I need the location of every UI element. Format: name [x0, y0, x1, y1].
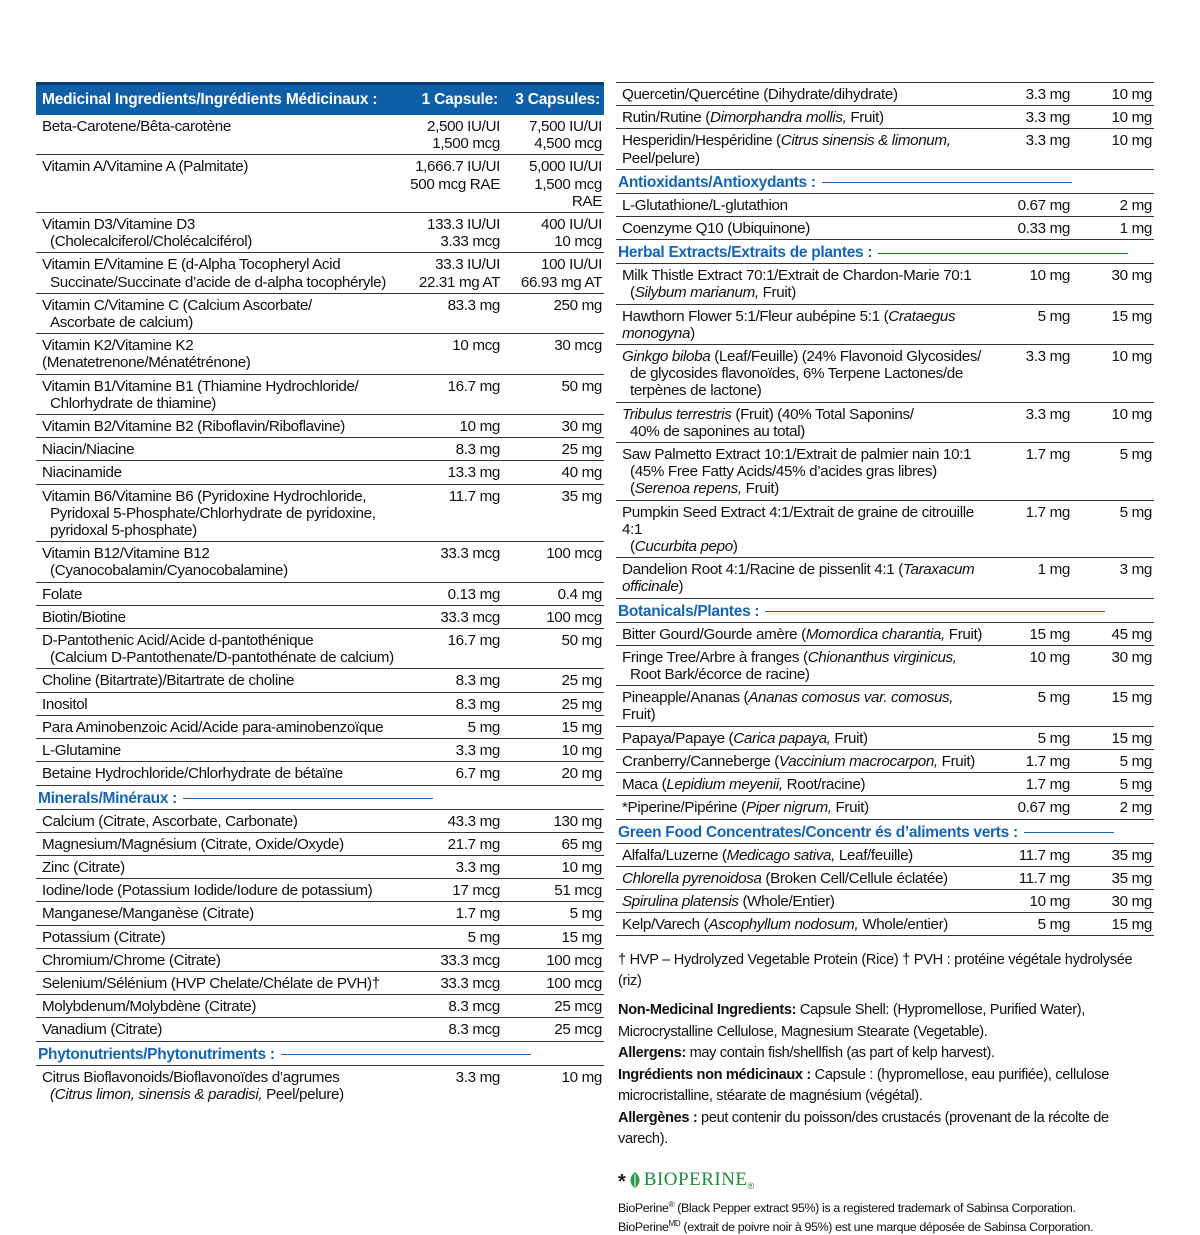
amount-three-capsules: 10 mg — [1111, 348, 1152, 366]
ingredient-name: Spirulina platensis (Whole/Entier) — [622, 892, 835, 910]
amount-one-capsule: 1,666.7 IU/UI 500 mcg RAE — [410, 158, 500, 193]
ingredient-name: Kelp/Varech (Ascophyllum nodosum, Whole/entier) — [622, 916, 948, 934]
table-row — [616, 106, 1154, 129]
amount-one-capsule: 17 mcg — [452, 882, 500, 900]
table-row — [616, 129, 1154, 169]
amount-one-capsule: 10 mcg — [452, 337, 500, 355]
amount-one-capsule: 5 mg — [1037, 689, 1070, 707]
amount-three-capsules: 25 mg — [561, 695, 602, 713]
table-row — [616, 264, 1154, 304]
table-row — [36, 334, 604, 374]
amount-three-capsules: 45 mg — [1111, 625, 1152, 643]
table-row — [36, 762, 604, 785]
amount-one-capsule: 1.7 mg — [455, 905, 500, 923]
right-ingredient-table — [616, 82, 1154, 1235]
ingredient-name: Magnesium/Magnésium (Citrate, Oxide/Oxyde) — [42, 835, 344, 853]
amount-one-capsule: 11.7 mg — [1018, 846, 1070, 864]
amount-three-capsules: 100 mcg — [546, 974, 602, 992]
amount-three-capsules: 5,000 IU/UI 1,500 mcg RAE — [529, 158, 602, 210]
amount-three-capsules: 15 mg — [1111, 689, 1152, 707]
table-row — [36, 115, 604, 155]
header-three-capsules: 3 Capsules: — [515, 91, 600, 108]
amount-one-capsule: 3.3 mg — [1025, 405, 1070, 423]
ingredient-name: *Piperine/Pipérine (Piper nigrum, Fruit) — [622, 799, 869, 817]
non-medicinal-block: Non-Medicinal Ingredients: Capsule Shell: (Hypromellose, Purified Water), Microcrystalline Cellulose, Magnesium Stearate (Vegetable). Allergens: may contain fish/shellfish (as part of kelp harvest). Ingrédients non médicinaux : Capsule : (hypromellose, eau purifiée), cellulose microcristalline, stéarate de magnésium (végétal). Allergènes : peut contenir du poisson/des crustacés (provenant de la récolte de varech). — [618, 1002, 1109, 1148]
amount-three-capsules: 30 mg — [1111, 648, 1152, 666]
ingredient-name: Biotin/Biotine — [42, 608, 126, 626]
table-row — [616, 501, 1154, 559]
amount-one-capsule: 2,500 IU/UI 1,500 mcg — [427, 118, 500, 153]
table-row — [36, 155, 604, 213]
table-row — [36, 583, 604, 606]
table-row — [616, 796, 1154, 819]
table-row — [36, 856, 604, 879]
amount-one-capsule: 133.3 IU/UI 3.33 mcg — [427, 216, 500, 251]
amount-three-capsules: 35 mg — [561, 487, 602, 505]
table-row — [616, 844, 1154, 867]
header-title: Medicinal Ingredients/Ingrédients Médicinaux : — [42, 91, 378, 108]
amount-three-capsules: 10 mg — [1111, 109, 1152, 127]
ingredient-name: Quercetin/Quercétine (Dihydrate/dihydrate) — [622, 86, 898, 103]
amount-one-capsule: 15 mg — [1029, 625, 1070, 643]
amount-three-capsules: 10 mg — [561, 858, 602, 876]
amount-three-capsules: 51 mcg — [554, 882, 602, 900]
amount-three-capsules: 130 mg — [553, 812, 602, 830]
table-row — [616, 913, 1154, 936]
amount-three-capsules: 400 IU/UI 10 mcg — [540, 216, 602, 251]
amount-one-capsule: 1.7 mg — [1025, 503, 1070, 521]
amount-one-capsule: 11.7 mg — [1018, 869, 1070, 887]
table-row — [36, 810, 604, 833]
amount-one-capsule: 1.7 mg — [1025, 446, 1070, 464]
hvp-footnote: † HVP – Hydrolyzed Vegetable Protein (Rice) † PVH : protéine végétale hydrolysée (riz) — [618, 952, 1133, 990]
amount-one-capsule: 8.3 mcg — [448, 1021, 500, 1039]
table-row — [36, 253, 604, 293]
ingredient-name: Rutin/Rutine (Dimorphandra mollis, Fruit) — [622, 109, 884, 127]
amount-one-capsule: 5 mg — [467, 928, 500, 946]
amount-three-capsules: 2 mg — [1119, 196, 1152, 214]
amount-three-capsules: 10 mg — [561, 742, 602, 760]
amount-one-capsule: 1.7 mg — [1025, 752, 1070, 770]
section-minerals: Minerals/Minéraux : — [36, 786, 604, 810]
amount-one-capsule: 0.67 mg — [1017, 799, 1070, 817]
ingredient-name: Hawthorn Flower 5:1/Fleur aubépine 5:1 (Crataegus monogyna) — [622, 307, 956, 342]
amount-one-capsule: 3.3 mg — [1025, 132, 1070, 150]
amount-one-capsule: 83.3 mg — [447, 296, 500, 314]
amount-one-capsule: 0.33 mg — [1017, 220, 1070, 238]
ingredient-name: Vitamin D3/Vitamine D3 (Cholecalciferol/Cholécalciférol) — [42, 216, 253, 251]
amount-three-capsules: 25 mcg — [554, 998, 602, 1016]
ingredient-name: Inositol — [42, 695, 88, 713]
ingredient-name: Papaya/Papaye (Carica papaya, Fruit) — [622, 729, 868, 747]
ingredient-name: Pineapple/Ananas (Ananas comosus var. comosus, Fruit) — [622, 689, 954, 724]
section-botanicals: Botanicals/Plantes : — [616, 599, 1154, 623]
table-row — [36, 972, 604, 995]
section-green-food: Green Food Concentrates/Concentr és d’aliments verts : — [616, 820, 1154, 844]
table-row — [616, 623, 1154, 646]
table-row — [616, 83, 1154, 106]
table-row — [36, 739, 604, 762]
amount-three-capsules: 10 mg — [1111, 132, 1152, 150]
table-row — [36, 1066, 604, 1105]
amount-three-capsules: 25 mg — [561, 441, 602, 459]
vitamin-rows — [36, 115, 604, 786]
table-row — [36, 438, 604, 461]
ingredient-name: Beta-Carotene/Bêta-carotène — [42, 118, 231, 135]
amount-three-capsules: 30 mg — [1111, 892, 1152, 910]
table-row — [616, 345, 1154, 403]
amount-one-capsule: 3.3 mg — [455, 742, 500, 760]
ingredient-name: Hesperidin/Hespéridine (Citrus sinensis & limonum, Peel/pelure) — [622, 132, 951, 167]
amount-one-capsule: 8.3 mcg — [448, 998, 500, 1016]
amount-one-capsule: 10 mg — [459, 418, 500, 436]
ingredient-name: Betaine Hydrochloride/Chlorhydrate de bétaïne — [42, 765, 343, 783]
amount-three-capsules: 10 mg — [561, 1068, 602, 1086]
table-row — [616, 686, 1154, 726]
amount-three-capsules: 250 mg — [553, 296, 602, 314]
ingredient-name: Ginkgo biloba (Leaf/Feuille) (24% Flavonoid Glycosides/ de glycosides flavonoïdes, 6% Terpene Lactones/de terpènes de lactone) — [622, 348, 981, 400]
amount-three-capsules: 65 mg — [561, 835, 602, 853]
table-row — [36, 669, 604, 692]
ingredient-name: Vitamin B12/Vitamine B12 (Cyanocobalamin/Cyanocobalamine) — [42, 545, 288, 580]
amount-three-capsules: 2 mg — [1119, 799, 1152, 817]
table-row — [616, 750, 1154, 773]
table-row — [36, 461, 604, 484]
amount-three-capsules: 100 mcg — [546, 951, 602, 969]
amount-one-capsule: 33.3 mcg — [440, 974, 500, 992]
table-row — [616, 867, 1154, 890]
amount-three-capsules: 35 mg — [1111, 869, 1152, 887]
amount-three-capsules: 5 mg — [569, 905, 602, 923]
ingredient-name: Vitamin B1/Vitamine B1 (Thiamine Hydrochloride/ Chlorhydrate de thiamine) — [42, 377, 359, 412]
amount-three-capsules: 30 mg — [1111, 267, 1152, 285]
amount-one-capsule: 8.3 mg — [455, 441, 500, 459]
amount-three-capsules: 1 mg — [1119, 220, 1152, 238]
amount-one-capsule: 13.3 mg — [447, 464, 500, 482]
ingredient-name: Calcium (Citrate, Ascorbate, Carbonate) — [42, 812, 298, 830]
table-row — [36, 693, 604, 716]
ingredient-name: Chlorella pyrenoidosa (Broken Cell/Cellule éclatée) — [622, 869, 948, 887]
amount-three-capsules: 100 mcg — [546, 608, 602, 626]
ingredient-name: Molybdenum/Molybdène (Citrate) — [42, 998, 257, 1016]
amount-three-capsules: 25 mg — [561, 672, 602, 690]
table-row — [616, 305, 1154, 345]
amount-three-capsules: 3 mg — [1119, 561, 1152, 579]
ingredient-name: D-Pantothenic Acid/Acide d-pantothénique (Calcium D-Pantothenate/D-pantothénate de calcium) — [42, 632, 394, 667]
amount-one-capsule: 1 mg — [1037, 561, 1070, 579]
amount-one-capsule: 21.7 mg — [447, 835, 500, 853]
ingredient-name: Folate — [42, 585, 83, 603]
amount-three-capsules: 100 mcg — [546, 545, 602, 563]
amount-three-capsules: 50 mg — [561, 632, 602, 650]
bioperine-logo: * BIOPERINE ® — [618, 1168, 755, 1193]
table-row — [36, 629, 604, 669]
ingredient-name: Maca (Lepidium meyenii, Root/racine) — [622, 776, 866, 794]
antioxidant-rows — [616, 194, 1154, 240]
ingredient-name: Cranberry/Canneberge (Vaccinium macrocarpon, Fruit) — [622, 752, 975, 770]
amount-three-capsules: 15 mg — [561, 718, 602, 736]
amount-one-capsule: 33.3 mcg — [440, 545, 500, 563]
table-row — [36, 542, 604, 582]
ingredient-name: Fringe Tree/Arbre à franges (Chionanthus virginicus, Root Bark/écorce de racine) — [622, 648, 957, 684]
ingredient-name: Niacinamide — [42, 464, 122, 482]
amount-one-capsule: 1.7 mg — [1025, 776, 1070, 794]
amount-one-capsule: 33.3 mcg — [440, 951, 500, 969]
ingredient-name: L-Glutamine — [42, 742, 121, 760]
table-row — [36, 375, 604, 415]
table-row — [36, 213, 604, 253]
left-ingredient-table — [36, 82, 604, 1105]
ingredient-name: Tribulus terrestris (Fruit) (40% Total Saponins/ 40% de saponines au total) — [622, 405, 914, 440]
amount-one-capsule: 10 mg — [1029, 648, 1070, 666]
amount-one-capsule: 0.13 mg — [447, 585, 500, 603]
amount-three-capsules: 0.4 mg — [557, 585, 602, 603]
amount-one-capsule: 5 mg — [1037, 307, 1070, 325]
ingredient-name: Citrus Bioflavonoids/Bioflavonoïdes d’agrumes (Citrus limon, sinensis & paradisi, Peel/pelure) — [42, 1068, 344, 1103]
table-row — [36, 1018, 604, 1041]
amount-one-capsule: 8.3 mg — [455, 695, 500, 713]
amount-three-capsules: 25 mcg — [554, 1021, 602, 1039]
ingredient-name: Choline (Bitartrate)/Bitartrate de choline — [42, 672, 295, 690]
table-row — [36, 949, 604, 972]
amount-one-capsule: 6.7 mg — [455, 765, 500, 783]
table-row — [36, 716, 604, 739]
amount-three-capsules: 15 mg — [561, 928, 602, 946]
table-row — [616, 217, 1154, 240]
table-row — [616, 194, 1154, 217]
amount-three-capsules: 100 IU/UI 66.93 mg AT — [520, 256, 602, 291]
ingredient-name: Vitamin C/Vitamine C (Calcium Ascorbate/ Ascorbate de calcium) — [42, 296, 312, 332]
amount-three-capsules: 35 mg — [1111, 846, 1152, 864]
amount-one-capsule: 11.7 mg — [448, 487, 500, 505]
table-row — [616, 890, 1154, 913]
ingredient-name: Vanadium (Citrate) — [42, 1021, 163, 1039]
amount-one-capsule: 3.3 mg — [455, 1068, 500, 1086]
ingredient-name: Niacin/Niacine — [42, 441, 135, 459]
table-row — [36, 294, 604, 334]
amount-three-capsules: 15 mg — [1111, 916, 1152, 934]
amount-one-capsule: 5 mg — [1037, 916, 1070, 934]
table-row — [36, 902, 604, 925]
amount-three-capsules: 15 mg — [1111, 729, 1152, 747]
ingredient-name: Dandelion Root 4:1/Racine de pissenlit 4:1 (Taraxacum officinale) — [622, 561, 975, 596]
amount-one-capsule: 16.7 mg — [447, 632, 500, 650]
amount-one-capsule: 16.7 mg — [447, 377, 500, 395]
amount-three-capsules: 5 mg — [1119, 752, 1152, 770]
mineral-rows — [36, 810, 604, 1042]
amount-one-capsule: 43.3 mg — [447, 812, 500, 830]
amount-three-capsules: 10 mg — [1111, 86, 1152, 103]
ingredient-name: Alfalfa/Luzerne (Medicago sativa, Leaf/feuille) — [622, 846, 913, 864]
amount-three-capsules: 5 mg — [1119, 503, 1152, 521]
table-row — [616, 646, 1154, 686]
amount-one-capsule: 10 mg — [1029, 892, 1070, 910]
amount-one-capsule: 0.67 mg — [1017, 196, 1070, 214]
amount-three-capsules: 15 mg — [1111, 307, 1152, 325]
ingredient-name: Milk Thistle Extract 70:1/Extrait de Chardon-Marie 70:1 (Silybum marianum, Fruit) — [622, 267, 972, 302]
table-row — [36, 833, 604, 856]
amount-three-capsules: 10 mg — [1111, 405, 1152, 423]
amount-one-capsule: 3.3 mg — [1025, 348, 1070, 366]
ingredient-name: Vitamin A/Vitamine A (Palmitate) — [42, 158, 249, 176]
amount-one-capsule: 3.3 mg — [455, 858, 500, 876]
amount-three-capsules: 5 mg — [1119, 776, 1152, 794]
ingredient-name: Selenium/Sélénium (HVP Chelate/Chélate de PVH)† — [42, 974, 380, 992]
amount-three-capsules: 30 mg — [561, 418, 602, 436]
table-row — [616, 558, 1154, 598]
amount-three-capsules: 50 mg — [561, 377, 602, 395]
table-header — [36, 82, 604, 115]
section-herbal-extracts: Herbal Extracts/Extraits de plantes : — [616, 240, 1154, 264]
table-row — [36, 415, 604, 438]
header-one-capsule: 1 Capsule: — [421, 91, 498, 108]
ingredient-name: Vitamin E/Vitamine E (d-Alpha Tocopheryl Acid Succinate/Succinate d’acide de d-alpha tocophéryle) — [42, 256, 386, 291]
table-row — [36, 606, 604, 629]
section-antioxidants: Antioxidants/Antioxydants : — [616, 170, 1154, 194]
ingredient-name: Chromium/Chrome (Citrate) — [42, 951, 221, 969]
ingredient-name: Manganese/Manganèse (Citrate) — [42, 905, 254, 923]
amount-one-capsule: 3.3 mg — [1025, 109, 1070, 127]
section-phytonutrients: Phytonutrients/Phytonutriments : — [36, 1042, 604, 1066]
leaf-icon — [628, 1171, 642, 1189]
table-row — [36, 995, 604, 1018]
green-food-rows — [616, 844, 1154, 937]
table-row — [616, 773, 1154, 796]
table-row — [36, 485, 604, 543]
ingredient-name: Potassium (Citrate) — [42, 928, 166, 946]
ingredient-name: L-Glutathione/L-glutathion — [622, 196, 788, 214]
table-row — [616, 403, 1154, 443]
table-row — [616, 443, 1154, 501]
amount-one-capsule: 5 mg — [467, 718, 500, 736]
amount-one-capsule: 5 mg — [1037, 729, 1070, 747]
herbal-rows — [616, 264, 1154, 598]
amount-one-capsule: 33.3 mcg — [440, 608, 500, 626]
amount-three-capsules: 20 mg — [561, 765, 602, 783]
ingredient-name: Iodine/Iode (Potassium Iodide/Iodure de potassium) — [42, 882, 373, 900]
bioperine-trademark-text: BioPerine® (Black Pepper extract 95%) is a registered trademark of Sabinsa Corporation. BioPerine$^{MD}$ (extrait de poivre noir à 95%) est une marque déposée de Sabinsa Corporation. — [618, 1199, 1094, 1235]
ingredient-name: Para Aminobenzoic Acid/Acide para-aminobenzoïque — [42, 718, 384, 736]
ingredient-name: Coenzyme Q10 (Ubiquinone) — [622, 220, 810, 238]
ingredient-name: Vitamin K2/Vitamine K2 (Menatetrenone/Ménatétrénone) — [42, 337, 251, 372]
phyto-continued-rows — [616, 82, 1154, 170]
amount-three-capsules: 5 mg — [1119, 446, 1152, 464]
amount-three-capsules: 7,500 IU/UI 4,500 mcg — [529, 118, 602, 153]
table-row — [616, 727, 1154, 750]
ingredient-name: Vitamin B2/Vitamine B2 (Riboflavin/Riboflavine) — [42, 418, 345, 436]
amount-one-capsule: 3.3 mg — [1025, 86, 1070, 103]
botanical-rows — [616, 623, 1154, 820]
amount-three-capsules: 30 mcg — [554, 337, 602, 355]
ingredient-name: Saw Palmetto Extract 10:1/Extrait de palmier nain 10:1 (45% Free Fatty Acids/45% d’acides gras libres) (Serenoa repens, Fruit) — [622, 446, 972, 498]
amount-one-capsule: 8.3 mg — [455, 672, 500, 690]
ingredient-name: Vitamin B6/Vitamine B6 (Pyridoxine Hydrochloride, Pyridoxal 5-Phosphate/Chlorhydrate de pyridoxine, pyridoxal 5-phosphate) — [42, 487, 376, 540]
amount-three-capsules: 40 mg — [561, 464, 602, 482]
ingredient-name: Pumpkin Seed Extract 4:1/Extrait de graine de citrouille 4:1 (Cucurbita pepo) — [622, 503, 974, 556]
table-row — [36, 926, 604, 949]
ingredient-name: Bitter Gourd/Gourde amère (Momordica charantia, Fruit) — [622, 625, 983, 643]
table-row — [36, 879, 604, 902]
ingredient-name: Zinc (Citrate) — [42, 858, 125, 876]
amount-one-capsule: 33.3 IU/UI 22.31 mg AT — [418, 256, 500, 291]
amount-one-capsule: 10 mg — [1029, 267, 1070, 285]
